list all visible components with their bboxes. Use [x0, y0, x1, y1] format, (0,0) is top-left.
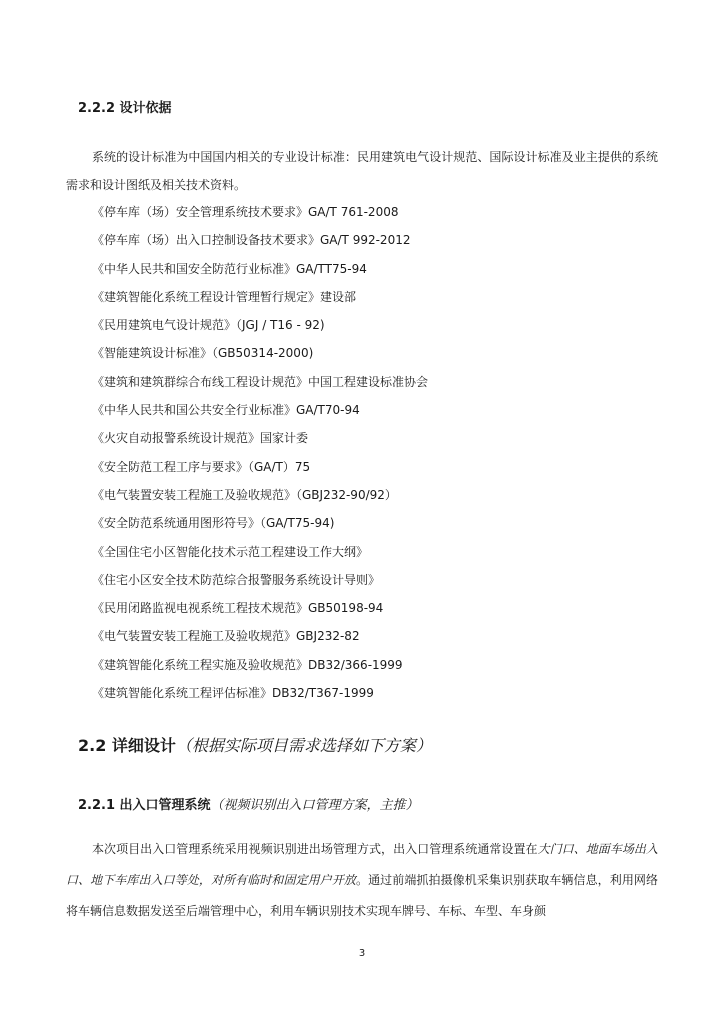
- entrance-management-paragraph: [66, 834, 658, 927]
- reference-item: 《建筑智能化系统工程实施及验收规范》DB32/366-1999: [92, 657, 403, 672]
- section-heading-2-2-1-title: 2.2.1 出入口管理系统: [78, 798, 211, 813]
- reference-item: 《停车库（场）出入口控制设备技术要求》GA/T 992-2012: [92, 233, 411, 248]
- reference-item: 《住宅小区安全技术防范综合报警服务系统设计导则》: [92, 572, 381, 587]
- reference-item: 《安全防范系统通用图形符号》（GA/T75-94): [92, 516, 335, 531]
- reference-item: 《民用建筑电气设计规范》（JGJ / T16 - 92): [92, 318, 325, 333]
- page-number: 3: [358, 948, 366, 959]
- section-heading-2-2-2: 2.2.2 设计依据: [78, 101, 172, 116]
- design-basis-intro: 系统的设计标准为中国国内相关的专业设计标准：民用建筑电气设计规范、国际设计标准及业主提供的系统需求和设计图纸及相关技术资料。: [66, 150, 658, 192]
- section-heading-2-2-note: （根据实际项目需求选择如下方案）: [175, 736, 432, 755]
- reference-item: 《电气装置安装工程施工及验收规范》GBJ232-82: [92, 629, 360, 644]
- reference-item: 《民用闭路监视电视系统工程技术规范》GB50198-94: [92, 601, 384, 616]
- reference-item: 《建筑智能化系统工程设计管理暂行规定》建设部: [92, 289, 357, 304]
- reference-standards-list: [92, 198, 428, 707]
- reference-item: 《全国住宅小区智能化技术示范工程建设工作大纲》: [92, 544, 369, 559]
- reference-item: 《停车库（场）安全管理系统技术要求》GA/T 761-2008: [92, 205, 399, 219]
- reference-item: 《火灾自动报警系统设计规范》国家计委: [92, 431, 309, 446]
- reference-item: 《安全防范工程工序与要求》（GA/T）75: [92, 459, 311, 474]
- reference-item: 《建筑和建筑群综合布线工程设计规范》中国工程建设标准协会: [92, 374, 429, 389]
- paragraph-text-end: 。通过前端抓拍摄像机采集识别获取车辆信息，利用网络将车辆信息数据发送至后端管理中心，利用车辆识别技术实现车牌号、车标、车型、车身颜: [66, 873, 658, 918]
- reference-item: 《智能建筑设计标准》（GB50314-2000): [92, 346, 314, 361]
- paragraph-text-emphasis: 大门口、地面车场出入口、地下车库出入口等处，对所有临时和固定用户开放: [66, 842, 658, 887]
- reference-item: 《建筑智能化系统工程评估标准》DB32/T367-1999: [92, 686, 374, 701]
- paragraph-text-start: 本次项目出入口管理系统采用视频识别进出场管理方式，出入口管理系统通常设置在: [92, 842, 538, 856]
- reference-item: 《中华人民共和国安全防范行业标准》GA/TT75-94: [92, 261, 367, 276]
- section-heading-2-2-title: 2.2 详细设计: [78, 736, 176, 755]
- section-heading-2-2-1: [78, 794, 419, 813]
- reference-item: 《中华人民共和国公共安全行业标准》GA/T70-94: [92, 403, 360, 418]
- section-heading-2-2: [78, 733, 432, 756]
- reference-item: 《电气装置安装工程施工及验收规范》（GBJ232-90/92）: [92, 487, 397, 502]
- section-heading-2-2-1-note: （视频识别出入口管理方案，主推）: [210, 798, 419, 813]
